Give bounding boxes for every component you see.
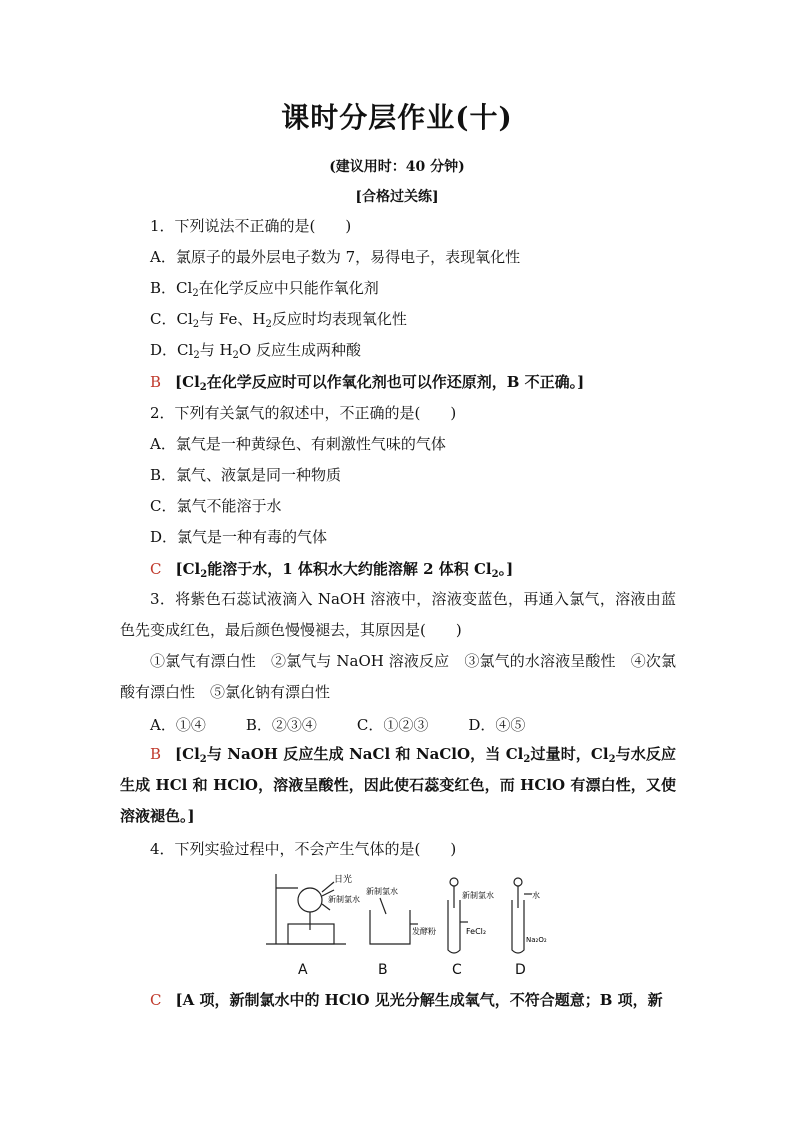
q2-option-c: C．氯气不能溶于水	[150, 497, 282, 515]
q4-stem: 4．下列实验过程中，不会产生气体的是( )	[150, 840, 457, 858]
section-heading: [合格过关练]	[355, 189, 439, 205]
q1-option-b: B．$Cl_2$在化学反应中只能作氧化剂	[150, 279, 379, 299]
time-hint: (建议用时：40 分钟)	[329, 159, 465, 175]
q3-reasons: ①氯气有漂白性 ②氯气与 NaOH 溶液反应 ③氯气的水溶液呈酸性 ④次氯酸有漂白性 ⑤氯化钠有漂白性	[120, 652, 676, 701]
q1-option-a: A．氯原子的最外层电子数为 7，易得电子，表现氧化性	[150, 248, 521, 266]
q3-option-c: C．①②③	[356, 716, 429, 734]
q2-option-d: D．氯气是一种有毒的气体	[150, 528, 328, 546]
q2-option-b: B．氯气、液氯是同一种物质	[150, 466, 342, 484]
q3-option-d: D．④⑤	[468, 716, 526, 734]
label-new-chlorine-water-c: 新制氯水	[462, 891, 494, 900]
answer-letter: B	[150, 745, 162, 763]
label-new-chlorine-water-b: 新制氯水	[366, 887, 398, 896]
q2-option-a: A．氯气是一种黄绿色、有刺激性气味的气体	[150, 435, 446, 453]
q3-stem: 3．将紫色石蕊试液滴入 NaOH 溶液中，溶液变蓝色，再通入氯气，溶液由蓝色先变成红色，最后颜色慢慢褪去，其原因是( )	[120, 590, 676, 639]
answer-letter: B	[150, 373, 162, 391]
label-water: 水	[532, 891, 540, 900]
q4-answer: C [A 项，新制氯水中的 HClO 见光分解生成氧气，不符合题意；B 项，新	[150, 991, 663, 1009]
q2-answer: C [$Cl_2$能溶于水，1 体积水大约能溶解 2 体积 $Cl_2$。]	[150, 560, 514, 580]
figure-label-d: D	[515, 962, 526, 978]
label-na2o2: Na₂O₂	[526, 936, 547, 944]
page-title: 课时分层作业(十)	[281, 101, 513, 134]
label-sun: 日光	[334, 875, 353, 885]
q1-option-c: C．$Cl_2$与 Fe、$H_2$反应时均表现氧化性	[150, 310, 407, 330]
label-yeast: 发酵粉	[412, 927, 436, 936]
figure-label-b: B	[378, 962, 388, 978]
q1-answer: B [$Cl_2$在化学反应时可以作氧化剂也可以作还原剂，B 不正确。]	[150, 373, 585, 393]
figure-label-a: A	[298, 962, 308, 978]
q1-option-d: D．$Cl_2$与 $H_2O$ 反应生成两种酸	[150, 341, 361, 361]
figure-label-c: C	[452, 962, 462, 978]
answer-letter: C	[150, 560, 162, 578]
apparatus-diagram	[262, 870, 547, 960]
q2-stem: 2．下列有关氯气的叙述中，不正确的是( )	[150, 404, 457, 422]
q3-answer: B [$Cl_2$与 NaOH 反应生成 NaCl 和 NaClO，当 $Cl_2$过量时，$Cl_2$与水反应生成 HCl 和 HClO，溶液呈酸性，因此使石蕊变红色，而 HClO 有漂白性，又使溶液褪色。]	[120, 745, 676, 825]
label-new-chlorine-water-a: 新制氯水	[328, 895, 360, 904]
label-fecl2: FeCl₂	[466, 927, 487, 936]
q3-option-a: A．①④	[150, 716, 206, 734]
q3-option-b: B．②③④	[245, 716, 317, 734]
experiment-figure	[262, 870, 547, 982]
answer-letter: C	[150, 991, 162, 1009]
q1-stem: 1．下列说法不正确的是( )	[150, 217, 352, 235]
q3-options	[150, 715, 565, 735]
